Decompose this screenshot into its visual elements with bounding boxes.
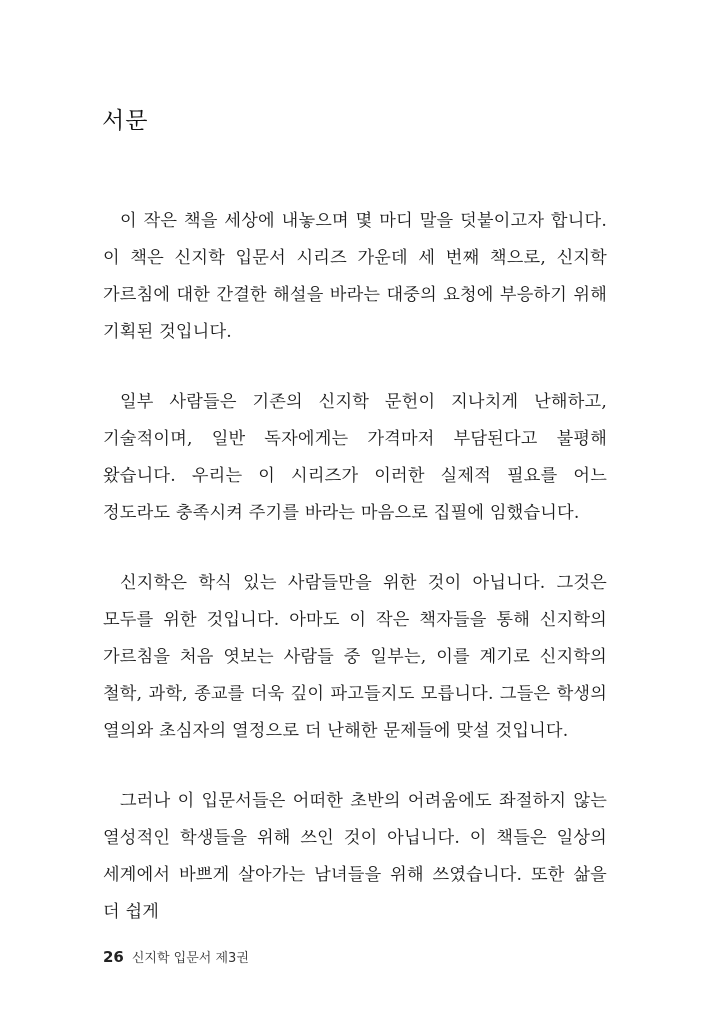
chapter-title: 서문 xyxy=(102,108,149,134)
paragraph-2: 일부 사람들은 기존의 신지학 문헌이 지나치게 난해하고, 기술적이며, 일반 독자에게는 가격마저 부담된다고 불평해 왔습니다. 우리는 이 시리즈가 이러한 실제적 필요를 어느 정도라도 충족시켜 주기를 바라는 마음으로 집필에 임했습니다. xyxy=(103,392,607,523)
paragraph-4: 그러나 이 입문서들은 어떠한 초반의 어려움에도 좌절하지 않는 열성적인 학생들을 위해 쓰인 것이 아닙니다. 이 책들은 일상의 세계에서 바쁘게 살아가는 남녀들을 위해 쓰였습니다. 또한 삶을 더 쉽게 xyxy=(103,791,607,922)
paragraph-1: 이 작은 책을 세상에 내놓으며 몇 마디 말을 덧붙이고자 합니다. 이 책은 신지학 입문서 시리즈 가운데 세 번째 책으로, 신지학 가르침에 대한 간결한 해설을 바라는 대중의 요청에 부응하기 위해 기획된 것입니다. xyxy=(103,211,607,342)
running-footer-title: 신지학 입문서 제3권 xyxy=(131,951,249,966)
page-footer xyxy=(103,947,249,966)
body-text xyxy=(103,203,607,964)
paragraph-3: 신지학은 학식 있는 사람들만을 위한 것이 아닙니다. 그것은 모두를 위한 것입니다. 아마도 이 작은 책자들을 통해 신지학의 가르침을 처음 엿보는 사람들 중 일부는, 이를 계기로 신지학의 철학, 과학, 종교를 더욱 깊이 파고들지도 모릅니다. 그들은 학생의 열의와 초심자의 열정으로 더 난해한 문제들에 맞설 것입니다. xyxy=(103,573,607,741)
page-number: 26 xyxy=(103,948,124,966)
